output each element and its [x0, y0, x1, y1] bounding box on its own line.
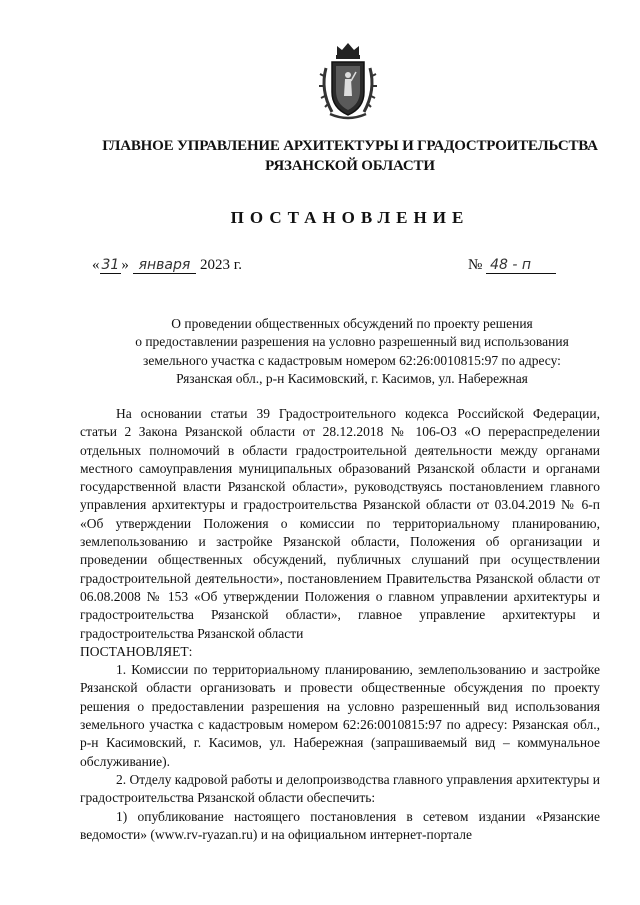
subject-line2: о предоставлении разрешения на условно разрешенный вид использования: [135, 334, 569, 350]
subject-line1: О проведении общественных обсуждений по проекту решения: [171, 316, 533, 331]
document-date: [92, 257, 242, 274]
document-body: [80, 405, 600, 844]
date-close-quote: »: [121, 257, 129, 273]
number-label: №: [468, 257, 483, 273]
document-number: [468, 257, 556, 274]
item-2-paragraph: 2. Отделу кадровой работы и делопроизводства главного управления архитектуры и градостроительства Рязанской области обеспечить:: [80, 771, 600, 806]
organization-name-line2: РЯЗАНСКОЙ ОБЛАСТИ: [265, 158, 435, 174]
subject-line4: Рязанская обл., р-н Касимовский, г. Касимов, ул. Набережная: [176, 371, 528, 387]
document-subject: [92, 315, 612, 389]
coat-of-arms-icon: [318, 40, 378, 122]
decree-word: ПОСТАНОВЛЯЕТ:: [80, 643, 193, 659]
preamble-paragraph: На основании статьи 39 Градостроительного кодекса Российской Федерации, статьи 2 Закона Рязанской области от 28.12.2018 № 106-ОЗ «О перераспределении отдельных полномочий в области градостроительной деятельности между органами местного самоуправления муниципальных образований Рязанской области и органами государственной власти Рязанской области», руководствуясь постановлением главного управления архитектуры и градостроительства Рязанской области от 03.04.2019 № 6-п «Об утверждении Положения о комиссии по территориальному планированию, землепользованию и застройке Рязанской области, Положения об организации и проведении общественных обсуждений, публичных слушаний при осуществлении градостроительной деятельности», постановлением Правительства Рязанской области от 06.08.2008 № 153 «Об утверждении Положения о главном управлении архитектуры и градостроительства Рязанской области», главное управление архитектуры и градостроительства Рязанской области: [80, 406, 600, 641]
organization-name-line1: ГЛАВНОЕ УПРАВЛЕНИЕ АРХИТЕКТУРЫ И ГРАДОСТРОИТЕЛЬСТВА: [102, 138, 598, 154]
date-year: 2023 г.: [200, 257, 243, 273]
date-day: 31: [101, 257, 120, 273]
subject-line3: земельного участка с кадастровым номером 62:26:0010815:97 по адресу:: [143, 352, 561, 368]
document-type-title: ПОСТАНОВЛЕНИЕ: [230, 208, 470, 227]
item-1-paragraph: 1. Комиссии по территориальному планированию, землепользованию и застройке Рязанской области организовать и провести общественные обсуждения по проекту решения о предоставлении разрешения на условно разрешенный вид использования земельного участка с кадастровым номером 62:26:0010815:97 по адресу: Рязанская обл., р-н Касимовский, г. Касимов, ул. Набережная (запрашиваемый вид – коммунальное обслуживание).: [80, 662, 600, 769]
organization-name: [60, 136, 640, 176]
item-2-1-paragraph: 1) опубликование настоящего постановления в сетевом издании «Рязанские ведомости» (www.rv-ryazan.ru) и на официальном интернет-портале: [80, 808, 600, 842]
number-value: 48 - п: [486, 257, 556, 274]
date-month: января: [133, 257, 197, 274]
date-open-quote: «: [92, 257, 100, 273]
